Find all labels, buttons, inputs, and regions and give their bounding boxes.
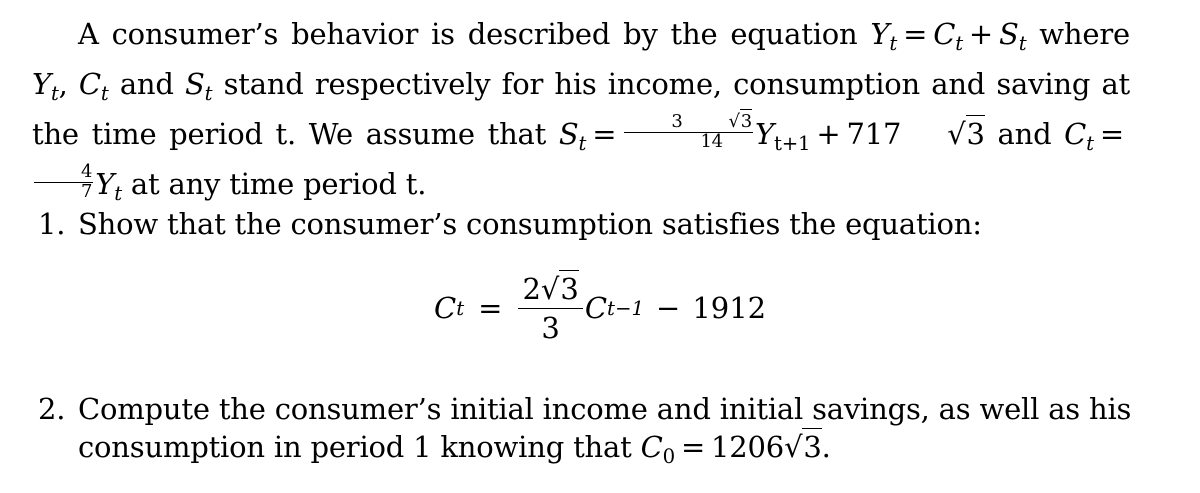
value-coefficient: 1206: [711, 430, 785, 464]
equals-sign: =: [478, 291, 503, 325]
equals-sign: =: [903, 17, 928, 51]
subscript-t: t: [100, 81, 109, 105]
subscript-t: t: [955, 31, 963, 55]
constant: 1912: [692, 291, 767, 325]
subscript-t-plus-1: t+1: [773, 131, 811, 155]
radicand: 3: [740, 111, 753, 133]
problem-statement: [32, 14, 1130, 214]
var-S: S: [999, 17, 1019, 51]
item-text: Show that the consumer’s consumption satisfies the equation:: [78, 207, 982, 241]
var-C: C: [584, 291, 608, 325]
subscript-t: t: [204, 81, 213, 105]
fraction-numerator: [518, 272, 582, 309]
item-text-line-2-pre: consumption in period 1 knowing that: [78, 430, 641, 464]
intro-text-2: where: [1026, 17, 1130, 51]
equals-sign: =: [592, 116, 617, 151]
intro-text-4: at any time period t.: [121, 166, 427, 201]
list-item-1: [38, 205, 982, 243]
display-equation: [434, 268, 766, 348]
subscript-t: t: [578, 131, 587, 155]
equals-sign: =: [680, 430, 706, 464]
constant-coefficient: 717: [846, 116, 902, 151]
subscript-t: t: [456, 296, 465, 320]
fraction-denominator: 3: [541, 310, 560, 345]
fraction-2sqrt3-over-3: [518, 272, 582, 345]
sqrt-symbol: √3: [784, 430, 822, 464]
subscript-t: t: [889, 31, 898, 55]
var-C: C: [1064, 116, 1087, 151]
intro-text-and: and: [108, 66, 185, 101]
numerator-coefficient: 2: [522, 271, 541, 306]
radicand: 3: [803, 430, 822, 464]
intro-text-3: stand respectively for his income, consumption and saving at the time period t. We assume that: [32, 66, 1130, 151]
intro-text-and-2: and: [984, 116, 1065, 151]
equals-sign: =: [1099, 116, 1124, 151]
intro-text-1: A consumer’s behavior is described by the equation: [78, 17, 871, 51]
list-item-2: [38, 390, 1131, 476]
fraction-numerator: [624, 113, 753, 133]
sqrt-symbol: √3: [540, 271, 579, 306]
sqrt-symbol: √3: [728, 111, 753, 133]
item-number: 1.: [38, 207, 66, 241]
var-Y: Y: [95, 166, 115, 201]
var-C: C: [933, 17, 956, 51]
comma: ,: [58, 66, 79, 101]
plus-sign: +: [816, 116, 841, 151]
var-Y: Y: [870, 17, 890, 51]
item-text-line-2: [38, 428, 1131, 476]
var-Y: Y: [32, 66, 51, 101]
subscript-t: t: [1018, 31, 1027, 55]
subscript-t-minus-1: t−1: [607, 296, 644, 320]
fraction-3sqrt3-over-14: [624, 113, 753, 152]
item-number: 2.: [38, 392, 66, 426]
minus-sign: −: [656, 291, 681, 325]
sqrt-symbol: √3: [947, 116, 985, 151]
period-mark: .: [821, 430, 831, 464]
var-C: C: [640, 430, 663, 464]
intro-paragraph: [32, 14, 1130, 214]
radicand: 3: [560, 271, 579, 306]
subscript-t: t: [114, 181, 122, 205]
fraction-4-over-7: [34, 163, 93, 202]
fraction-denominator: 7: [81, 181, 93, 203]
radicand: 3: [966, 116, 985, 151]
subscript-t: t: [50, 81, 59, 105]
var-C: C: [78, 66, 101, 101]
subscript-t: t: [1086, 131, 1094, 155]
item-text-line-1: Compute the consumer’s initial income and initial savings, as well as his: [78, 392, 1132, 426]
var-Y: Y: [755, 116, 774, 151]
plus-sign: +: [968, 17, 994, 51]
fraction-numerator: 4: [34, 163, 93, 183]
var-S: S: [184, 66, 205, 101]
var-S: S: [558, 116, 579, 151]
var-C: C: [434, 291, 457, 325]
numerator-coefficient: 3: [671, 111, 683, 133]
subscript-0: 0: [662, 444, 675, 468]
fraction-denominator: 14: [700, 131, 723, 153]
